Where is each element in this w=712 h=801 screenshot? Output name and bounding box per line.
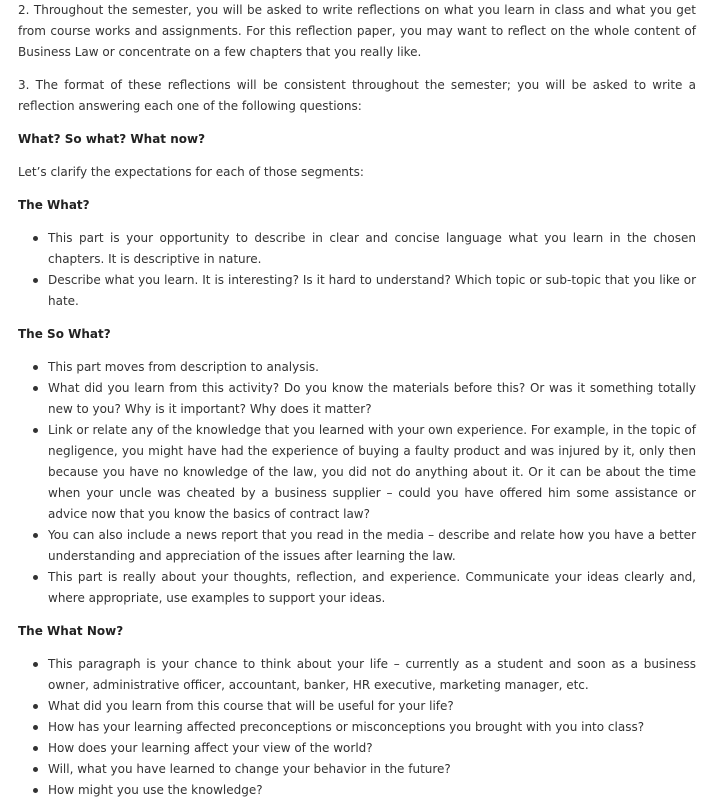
- so-what-list: [18, 357, 696, 609]
- clarify-text: Let’s clarify the expectations for each of those segments:: [18, 165, 364, 179]
- bullet-icon: [33, 278, 38, 283]
- list-item: This part moves from description to analysis.: [48, 357, 696, 378]
- paragraph-2: 2. Throughout the semester, you will be asked to write reflections on what you learn in class and what you get from course works and assignments. For this reflection paper, you may want to reflect on the whole content of Business Law or concentrate on a few chapters that you really like.: [18, 3, 696, 59]
- paragraph-3: 3. The format of these reflections will be consistent throughout the semester; you will be asked to write a reflection answering each one of the following questions:: [18, 78, 696, 113]
- bullet-icon: [33, 533, 38, 538]
- section-heading-so-what: The So What?: [18, 327, 111, 341]
- bullet-icon: [33, 746, 38, 751]
- list-item: This part is really about your thoughts, reflection, and experience. Communicate your ideas clearly and, where appropriate, use examples to support your ideas.: [48, 567, 696, 609]
- bullet-icon: [33, 386, 38, 391]
- bullet-icon: [33, 575, 38, 580]
- list-item: What did you learn from this course that will be useful for your life?: [48, 696, 696, 717]
- bullet-icon: [33, 725, 38, 730]
- bullet-icon: [33, 662, 38, 667]
- what-now-list: [18, 654, 696, 801]
- list-item: Describe what you learn. It is interesting? Is it hard to understand? Which topic or sub-topic that you like or hate.: [48, 270, 696, 312]
- list-item: How has your learning affected preconceptions or misconceptions you brought with you into class?: [48, 717, 696, 738]
- list-item: This part is your opportunity to describe in clear and concise language what you learn in the chosen chapters. It is descriptive in nature.: [48, 228, 696, 270]
- questions-heading: What? So what? What now?: [18, 132, 206, 146]
- bullet-icon: [33, 236, 38, 241]
- list-item: How does your learning affect your view of the world?: [48, 738, 696, 759]
- list-item: How might you use the knowledge?: [48, 780, 696, 801]
- bullet-icon: [33, 365, 38, 370]
- bullet-icon: [33, 704, 38, 709]
- bullet-icon: [33, 428, 38, 433]
- bullet-icon: [33, 788, 38, 793]
- list-item: You can also include a news report that you read in the media – describe and relate how you have a better understanding and appreciation of the issues after learning the law.: [48, 525, 696, 567]
- section-heading-what: The What?: [18, 198, 90, 212]
- section-heading-what-now: The What Now?: [18, 624, 124, 638]
- list-item: Will, what you have learned to change your behavior in the future?: [48, 759, 696, 780]
- what-list: [18, 228, 696, 312]
- list-item: What did you learn from this activity? Do you know the materials before this? Or was it something totally new to you? Why is it important? Why does it matter?: [48, 378, 696, 420]
- bullet-icon: [33, 767, 38, 772]
- list-item: This paragraph is your chance to think about your life – currently as a student and soon as a business owner, administrative officer, accountant, banker, HR executive, marketing manager, etc.: [48, 654, 696, 696]
- list-item: Link or relate any of the knowledge that you learned with your own experience. For example, in the topic of negligence, you might have had the experience of buying a faulty product and was injured by it, only then because you have no knowledge of the law, you did not do anything about it. Or it can be about the time when your uncle was cheated by a business supplier – could you have offered him some assistance or advice now that you know the basics of contract law?: [48, 420, 696, 525]
